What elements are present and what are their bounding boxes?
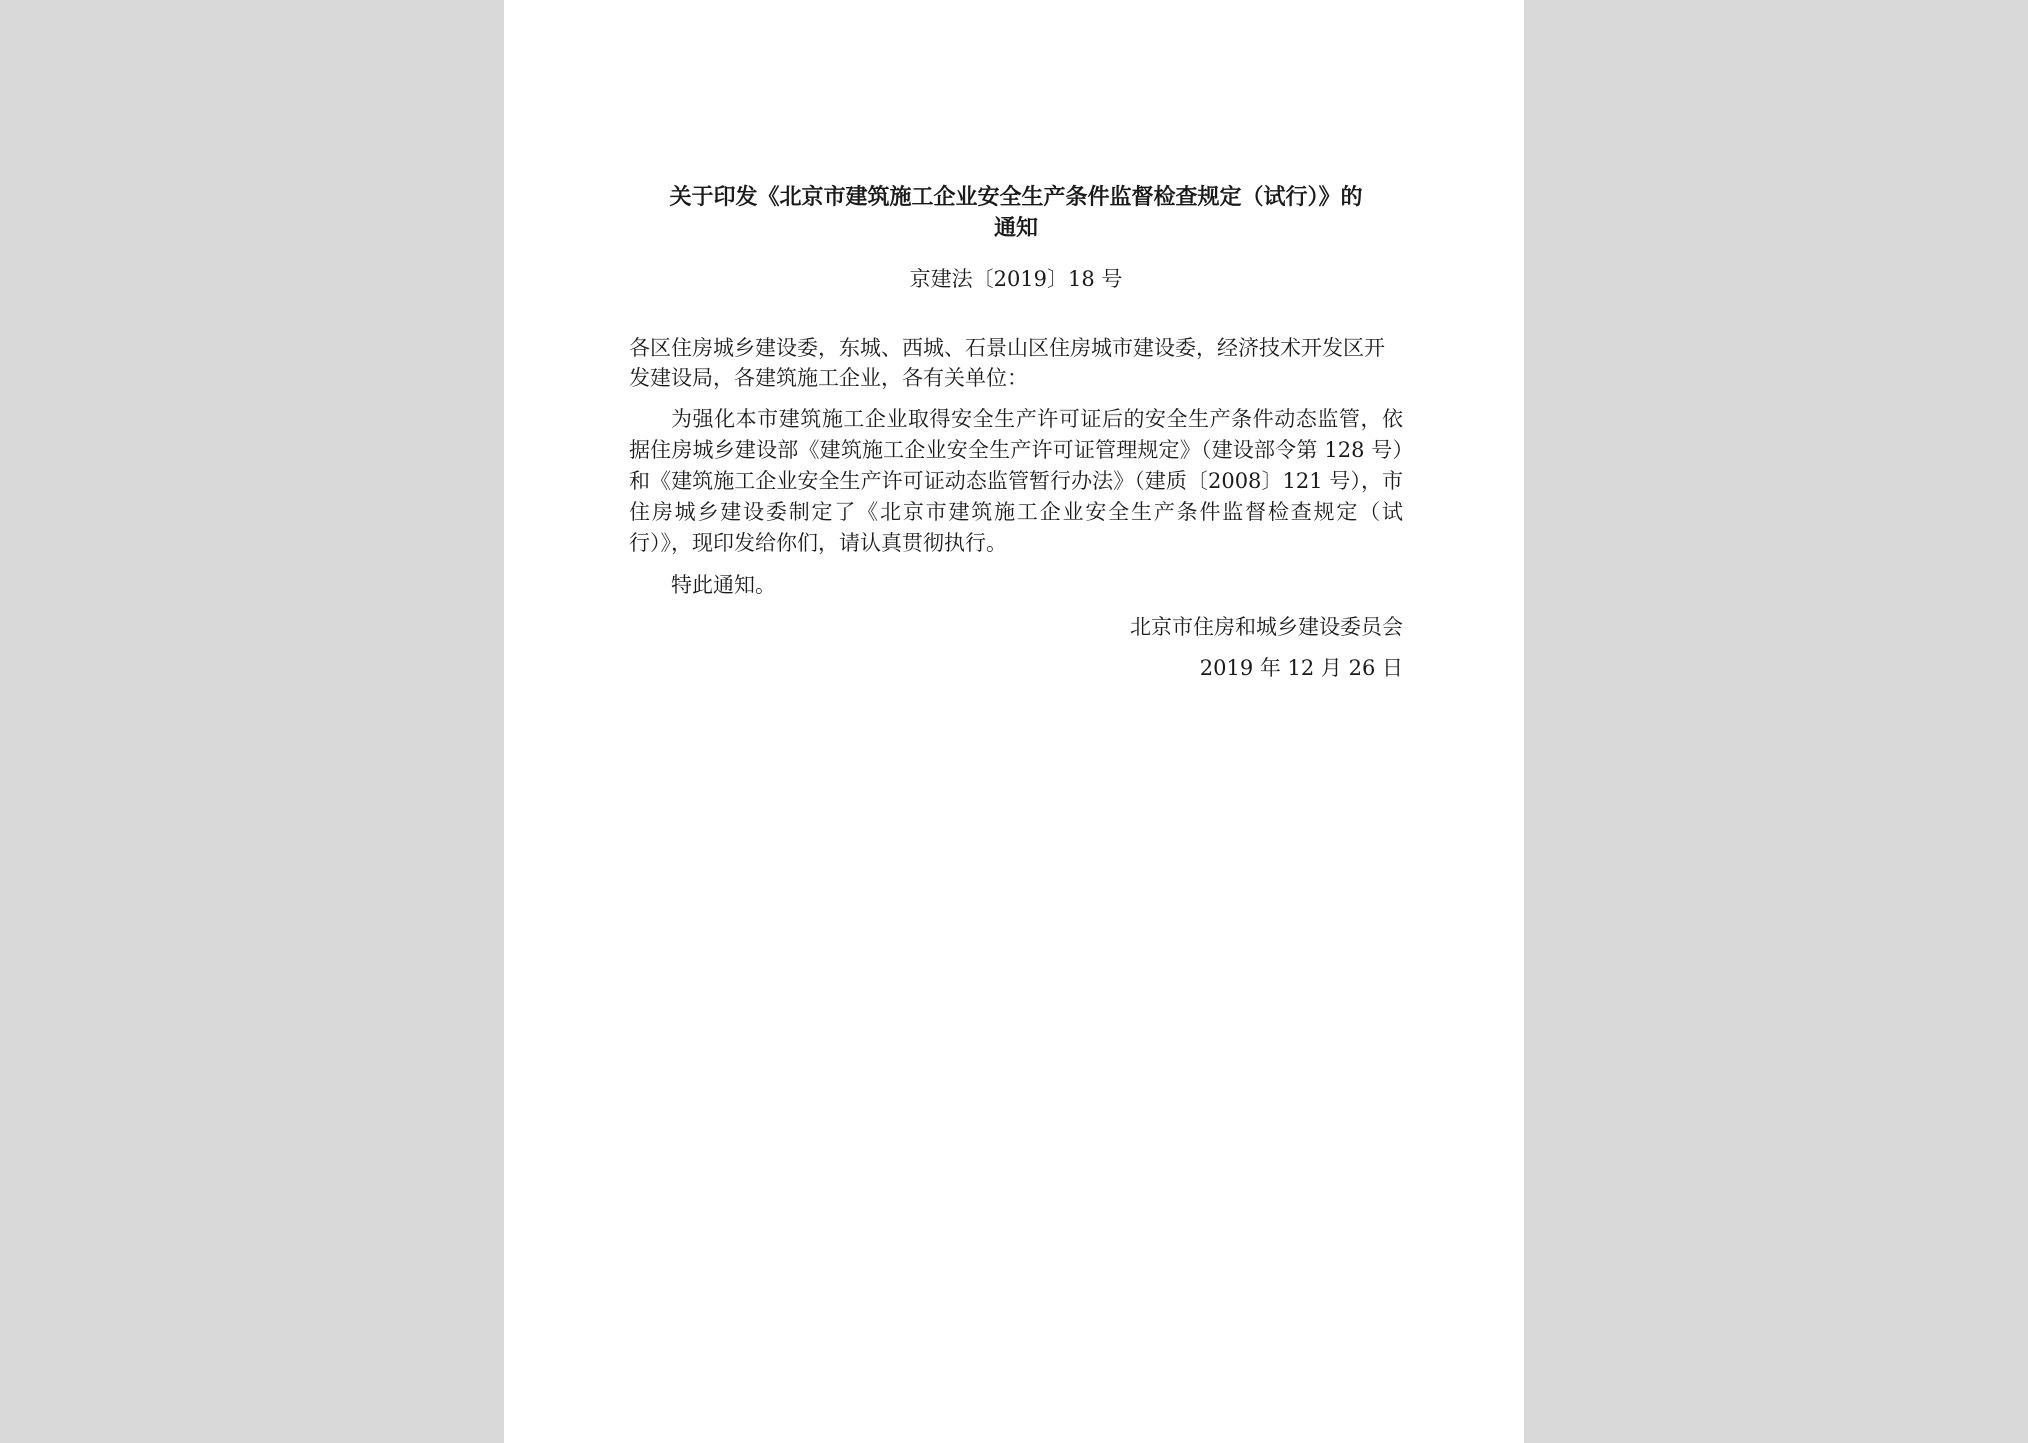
addressee: 各区住房城乡建设委，东城、西城、石景山区住房城市建设委，经济技术开发区开发建设局，各建筑施工企业，各有关单位： xyxy=(629,336,1385,390)
document-title xyxy=(629,182,1403,244)
signature: 北京市住房和城乡建设委员会 xyxy=(1130,615,1403,639)
document-content xyxy=(629,182,1403,683)
title-line-1: 关于印发《北京市建筑施工企业安全生产条件监督检查规定（试行）》的 xyxy=(669,185,1363,210)
closing-text: 特此通知。 xyxy=(671,573,776,597)
document-number: 京建法〔2019〕18 号 xyxy=(909,267,1123,291)
title-line-2: 通知 xyxy=(993,216,1038,241)
document-page xyxy=(504,0,1524,1443)
body-paragraph: 为强化本市建筑施工企业取得安全生产许可证后的安全生产条件动态监管，依据住房城乡建设部《建筑施工企业安全生产许可证管理规定》（建设部令第 128 号）和《建筑施工企业安全生产许可证动态监管暂行办法》（建质〔2008〕121 号），市住房城乡建设委制定了《北京市建筑施工企业安全生产条件监督检查规定（试行）》，现印发给你们，请认真贯彻执行。 xyxy=(629,407,1403,555)
issue-date: 2019 年 12 月 26 日 xyxy=(1199,656,1403,680)
